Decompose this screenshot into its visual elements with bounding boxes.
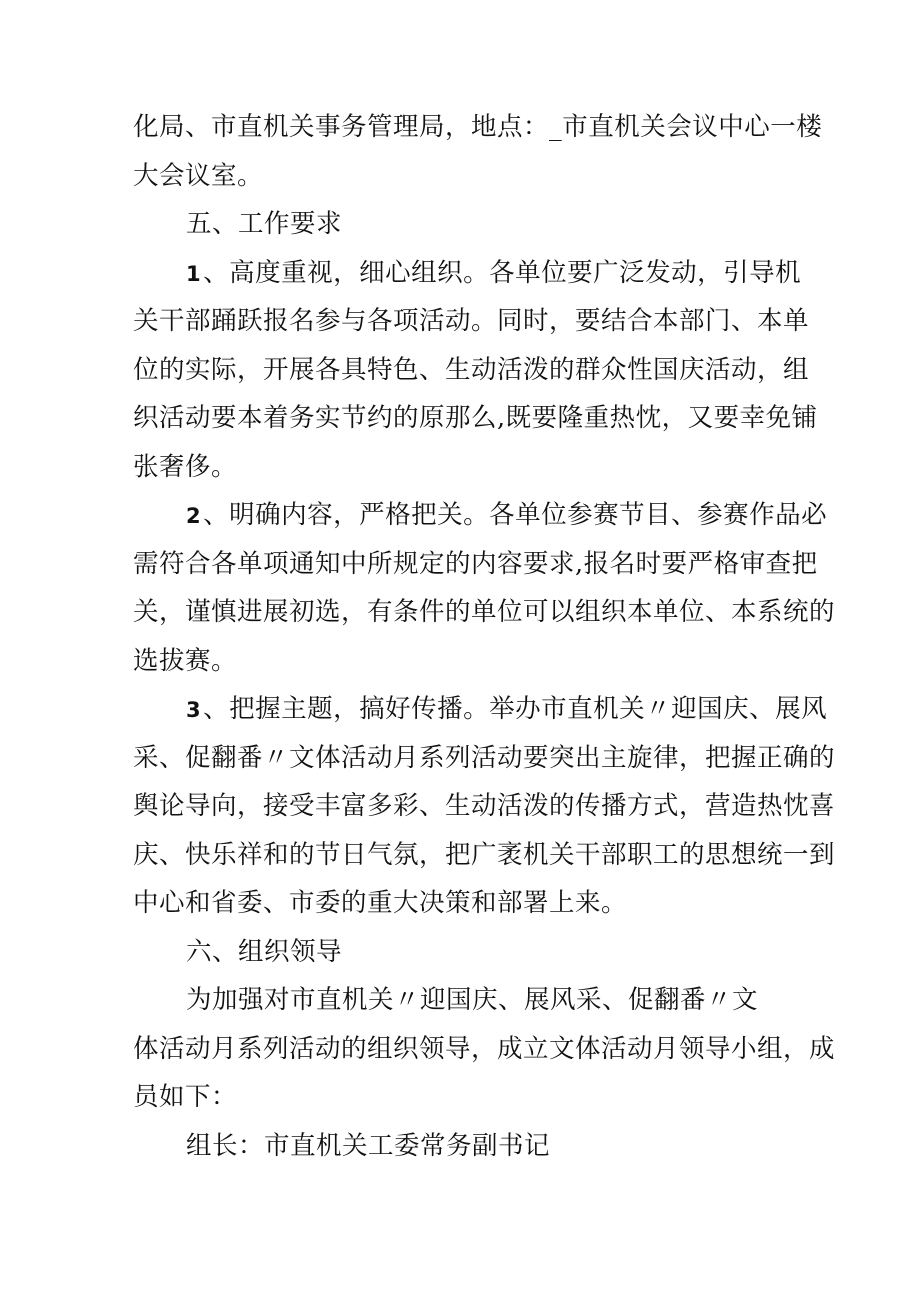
text-line: 、明确内容，严格把关。各单位参赛节目、参赛作品必 — [203, 500, 828, 530]
text-line: 体活动月系列活动的组织领导，成立文体活动月领导小组，成 — [133, 1034, 836, 1064]
text-line: 员如下： — [133, 1082, 238, 1112]
item-number: 1 — [186, 262, 202, 286]
section-heading: 六、组织领导 — [186, 937, 343, 967]
text-line: 关，谨慎进展初选，有条件的单位可以组织本单位、本系统的 — [133, 597, 836, 627]
text-line: 选拔赛。 — [133, 646, 238, 676]
text-line: 关干部踊跃报名参与各项活动。同时，要结合本部门、本单 — [133, 306, 810, 336]
text-line: 化局、市直机关事务管理局，地点：_市直机关会议中心一楼 — [133, 112, 823, 142]
list-item-first-line — [186, 499, 827, 532]
text-line: 、高度重视，细心组织。各单位要广泛发动，引导机 — [203, 258, 802, 288]
text-line: 采、促翻番〃文体活动月系列活动要突出主旋律，把握正确的 — [133, 743, 836, 773]
text-line: 庆、快乐祥和的节日气氛，把广袤机关干部职工的思想统一到 — [133, 840, 836, 870]
item-number: 2 — [186, 504, 202, 528]
text-line: 织活动要本着务实节约的原那么,既要隆重热忱，又要幸免铺 — [133, 403, 818, 433]
text-line: 组长：市直机关工委常务副书记 — [186, 1131, 551, 1161]
text-line: 中心和省委、市委的重大决策和部署上来。 — [133, 888, 628, 918]
list-item-first-line — [186, 257, 801, 290]
text-line: 大会议室。 — [133, 161, 264, 191]
text-line: 需符合各单项通知中所规定的内容要求,报名时要严格审查把 — [133, 549, 818, 579]
text-line: 张奢侈。 — [133, 452, 238, 482]
section-heading: 五、工作要求 — [186, 209, 343, 239]
item-number: 3 — [186, 698, 202, 722]
text-line: 、把握主题，搞好传播。举办市直机关〃迎国庆、展风 — [203, 694, 828, 724]
text-line: 舆论导向，接受丰富多彩、生动活泼的传播方式，营造热忱喜 — [133, 791, 836, 821]
list-item-first-line — [186, 693, 827, 726]
text-line: 位的实际，开展各具特色、生动活泼的群众性国庆活动，组 — [133, 355, 810, 385]
text-line: 为加强对市直机关〃迎国庆、展风采、促翻番〃文 — [186, 985, 759, 1015]
